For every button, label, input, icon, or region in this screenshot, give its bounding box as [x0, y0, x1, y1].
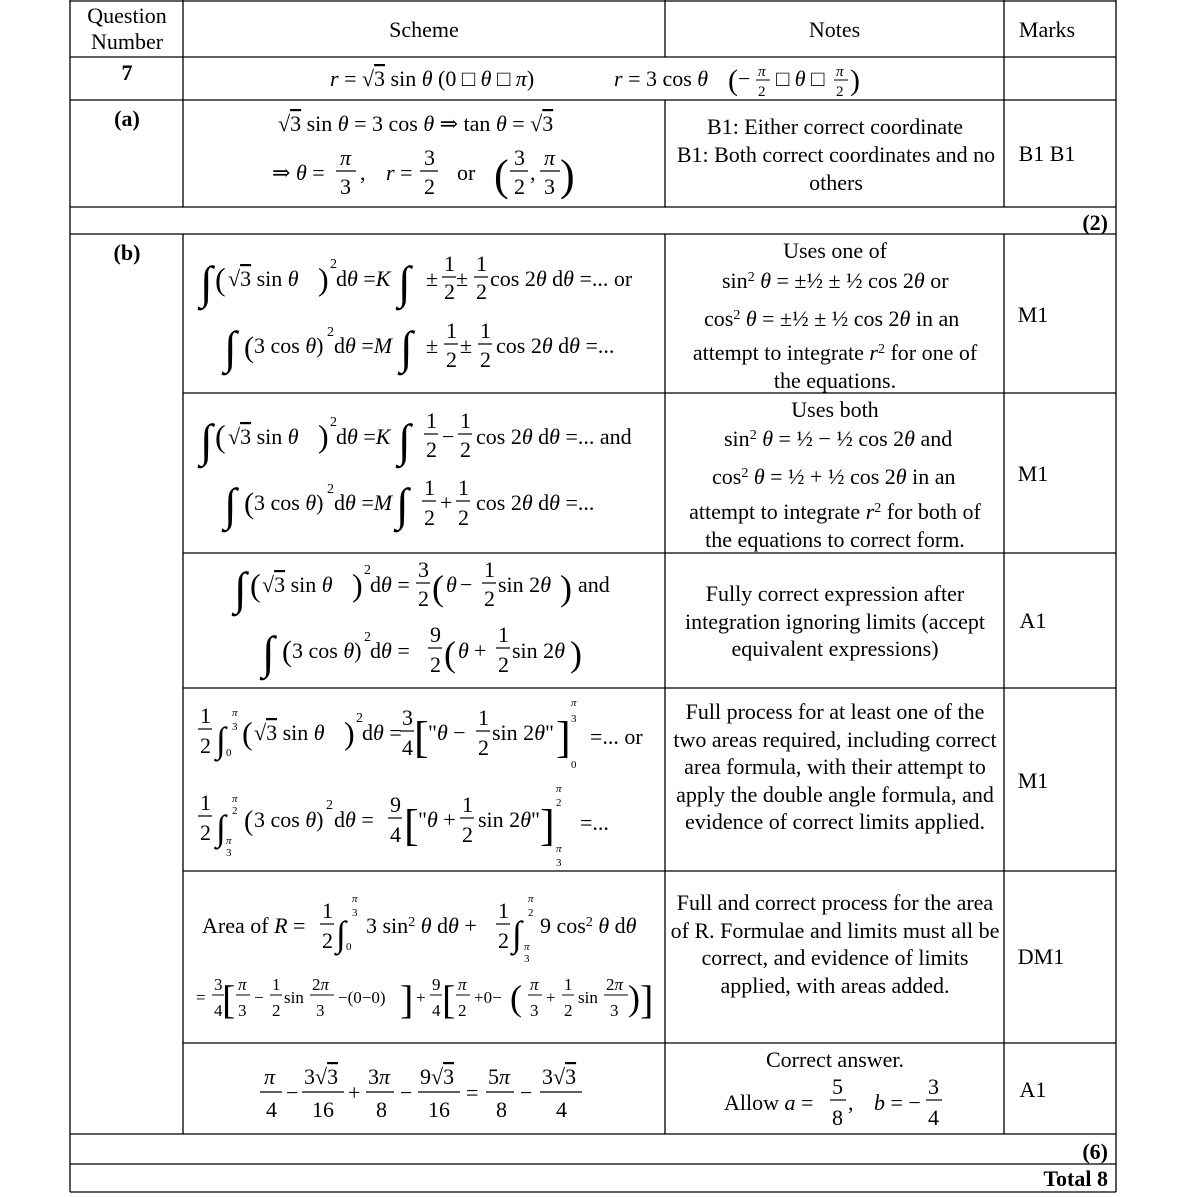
svg-text:1: 1 — [200, 703, 211, 728]
svg-text:∫: ∫ — [262, 627, 275, 678]
svg-text:∫: ∫ — [398, 415, 411, 466]
svg-text:3: 3 — [530, 1001, 539, 1020]
svg-text:2: 2 — [430, 652, 441, 677]
svg-text:√3 sin θ: √3 sin θ — [228, 266, 299, 291]
part-b-marks-1: M1 — [1017, 302, 1049, 327]
svg-text:): ) — [628, 978, 640, 1018]
svg-text:,: , — [360, 160, 366, 185]
svg-text:4: 4 — [402, 735, 413, 760]
svg-text:−: − — [442, 424, 455, 449]
svg-text:"θ +: "θ + — [418, 807, 456, 832]
svg-text:dθ =: dθ = — [362, 720, 402, 745]
svg-text:(: ( — [242, 715, 253, 751]
svg-text:1: 1 — [484, 557, 495, 582]
part-a-label: (a) — [114, 106, 140, 131]
svg-text:(: ( — [432, 568, 444, 608]
svg-text:1: 1 — [460, 408, 471, 433]
svg-text:1: 1 — [462, 792, 473, 817]
svg-text:√3 sin θ: √3 sin θ — [228, 424, 299, 449]
svg-text:cos2 θ = ±½ ± ½ cos 2θ in an: $\cos^2 \theta$ = ±½ ± ½ cos 2θ in an — [704, 306, 960, 331]
svg-text:2: 2 — [444, 279, 455, 304]
svg-text:(: ( — [244, 487, 254, 520]
svg-text:−(0−0): −(0−0) — [338, 988, 386, 1007]
svg-text:(: ( — [215, 418, 226, 454]
svg-text:): ) — [560, 568, 572, 608]
part-b-marks-6: A1 — [1019, 1077, 1047, 1102]
svg-text:1: 1 — [446, 318, 457, 343]
svg-text:4: 4 — [928, 1105, 939, 1130]
svg-text:2: 2 — [327, 325, 334, 340]
svg-text:3: 3 — [238, 1001, 247, 1020]
svg-text:2: 2 — [424, 174, 435, 199]
svg-text:9: 9 — [390, 792, 401, 817]
svg-text:1: 1 — [444, 251, 455, 276]
svg-text:π: π — [232, 793, 238, 805]
svg-text:⇒ θ =: ⇒ θ = — [272, 160, 325, 185]
svg-text:2: 2 — [327, 482, 334, 497]
svg-text:8: 8 — [832, 1105, 843, 1130]
svg-text:2: 2 — [418, 586, 429, 611]
svg-text:the equations.: the equations. — [773, 368, 897, 393]
svg-text:cos 2θ dθ =... and: cos 2θ dθ =... and — [476, 424, 632, 449]
svg-text:1: 1 — [322, 898, 333, 923]
svg-text:+: + — [546, 988, 556, 1007]
svg-text:4: 4 — [214, 1001, 223, 1020]
svg-text:∫: ∫ — [224, 479, 237, 530]
svg-text:3: 3 — [514, 145, 525, 170]
part-b-marks-4: M1 — [1017, 768, 1049, 793]
svg-text:(: ( — [282, 635, 292, 668]
svg-text:2: 2 — [322, 928, 333, 953]
svg-text:∫: ∫ — [234, 563, 247, 614]
svg-text:Allow a =: Allow a = — [724, 1090, 814, 1115]
svg-text:4: 4 — [432, 1001, 441, 1020]
svg-text:16: 16 — [428, 1097, 450, 1122]
svg-text:): ) — [570, 634, 582, 674]
svg-text:∫: ∫ — [224, 322, 237, 373]
svg-text:sin: sin — [284, 988, 304, 1007]
part-b-marks-5: DM1 — [1017, 944, 1065, 969]
svg-text:1: 1 — [498, 898, 509, 923]
svg-text:∫: ∫ — [400, 322, 413, 373]
svg-text:3 cos θ): 3 cos θ) — [254, 807, 324, 832]
svg-text:]: ] — [556, 713, 571, 762]
svg-text:∫: ∫ — [200, 257, 213, 308]
svg-text:3√3: 3√3 — [542, 1064, 577, 1089]
svg-text:3: 3 — [402, 705, 413, 730]
svg-text:]: ] — [540, 801, 555, 850]
svg-text:3: 3 — [418, 557, 429, 582]
svg-text:2: 2 — [426, 437, 437, 462]
svg-text:Uses both: Uses both — [791, 397, 879, 422]
svg-text:−: − — [738, 66, 751, 91]
svg-text:∫: ∫ — [336, 914, 346, 954]
svg-text:1: 1 — [458, 475, 469, 500]
part-a-total: (2) — [1082, 210, 1108, 235]
svg-text:,: , — [530, 160, 536, 185]
svg-text:8: 8 — [376, 1097, 387, 1122]
header-notes: Notes — [808, 17, 861, 42]
svg-text:√3 sin θ: √3 sin θ — [262, 572, 333, 597]
svg-text:−: − — [520, 1080, 533, 1105]
svg-text:dθ =M: dθ =M — [334, 490, 393, 515]
svg-text:): ) — [352, 567, 363, 603]
svg-text:attempt to integrate r2 for on: attempt to integrate $r^2$ for one of — [692, 340, 978, 365]
part-a-marks: B1 B1 — [1018, 141, 1076, 166]
svg-text:3: 3 — [610, 1001, 619, 1020]
part-b-note-4: Full process for at least one of the two areas required, including correct area formula, with their attempt to apply the double angle formula, and evidence of correct limits applied. — [673, 699, 997, 834]
svg-text:sin 2θ: sin 2θ — [512, 638, 565, 663]
svg-text:2: 2 — [200, 820, 211, 845]
svg-text:dθ =: dθ = — [334, 807, 374, 832]
svg-text:=... or: =... or — [590, 724, 643, 749]
svg-text:π: π — [458, 975, 467, 994]
svg-text:r = 3 cos θ: r = 3 cos θ — [614, 66, 709, 91]
svg-text:+: + — [474, 638, 487, 663]
svg-text:3: 3 — [226, 847, 232, 859]
header-scheme: Scheme — [389, 17, 459, 42]
svg-text:2: 2 — [200, 733, 211, 758]
svg-text:θ: θ — [458, 638, 469, 663]
svg-text:3: 3 — [352, 907, 358, 919]
svg-text:1: 1 — [480, 318, 491, 343]
svg-text:+: + — [440, 490, 453, 515]
svg-text:2: 2 — [564, 1001, 573, 1020]
svg-text:=...: =... — [580, 810, 609, 835]
svg-text:2π: 2π — [606, 975, 624, 994]
svg-text:π: π — [836, 64, 844, 80]
svg-text:π: π — [544, 145, 556, 170]
svg-text:±: ± — [460, 333, 473, 358]
svg-text:(: ( — [510, 978, 522, 1018]
svg-text:): ) — [318, 418, 329, 454]
svg-text:2: 2 — [330, 415, 337, 430]
svg-text:π: π — [530, 975, 539, 994]
svg-text:2: 2 — [460, 437, 471, 462]
svg-text:3π: 3π — [368, 1064, 391, 1089]
grand-total: Total 8 — [1043, 1166, 1108, 1191]
svg-text:2π: 2π — [312, 975, 330, 994]
svg-text:1: 1 — [476, 251, 487, 276]
svg-text:π: π — [556, 783, 562, 795]
part-b-label: (b) — [113, 240, 141, 265]
part-b-marks-2: M1 — [1017, 461, 1049, 486]
svg-text:5π: 5π — [488, 1064, 511, 1089]
part-a-note-1: B1: Either correct coordinate — [707, 114, 963, 139]
svg-text:1: 1 — [478, 705, 489, 730]
svg-text:sin2 θ = ±½ ± ½ cos 2θ or: $\sin^2 \theta$ = ±½ ± ½ cos 2θ or — [722, 268, 949, 293]
svg-text:(: ( — [244, 806, 254, 837]
svg-text:(: ( — [444, 634, 456, 674]
svg-text:3 sin2 θ dθ +: 3 $\sin^2 \theta$ dθ + — [366, 913, 477, 938]
svg-text:r = √3 sin θ (0 □ θ □ π): r = √3 sin θ (0 □ θ □ π) — [330, 66, 535, 91]
svg-text:2: 2 — [364, 630, 371, 645]
svg-text:the equations to correct form.: the equations to correct form. — [705, 527, 965, 552]
svg-text:1: 1 — [200, 790, 211, 815]
svg-text:8: 8 — [496, 1097, 507, 1122]
svg-text:−: − — [286, 1080, 299, 1105]
svg-text:3 cos θ): 3 cos θ) — [254, 490, 324, 515]
svg-text:[: [ — [414, 713, 429, 762]
svg-text:]: ] — [640, 977, 654, 1022]
svg-text:1: 1 — [498, 622, 509, 647]
svg-text:□ θ □: □ θ □ — [776, 66, 825, 91]
svg-text:4: 4 — [556, 1097, 567, 1122]
svg-text:): ) — [344, 715, 355, 751]
svg-text:2: 2 — [326, 798, 333, 813]
svg-text:[: [ — [222, 977, 236, 1022]
svg-text:+0−: +0− — [474, 988, 502, 1007]
svg-text:or: or — [457, 160, 476, 185]
svg-text:,: , — [848, 1090, 854, 1115]
svg-text:Uses one of: Uses one of — [783, 238, 887, 263]
svg-text:1: 1 — [424, 475, 435, 500]
svg-text:∫: ∫ — [200, 415, 213, 466]
svg-text:2: 2 — [272, 1001, 281, 1020]
svg-text:π: π — [758, 64, 766, 80]
svg-text:π: π — [556, 843, 562, 855]
svg-text:±: ± — [426, 333, 439, 358]
svg-text:9 cos2 θ dθ: 9 $\cos^2 \theta$ dθ — [540, 913, 637, 938]
svg-text:√3 sin θ: √3 sin θ — [254, 720, 325, 745]
svg-text:3: 3 — [214, 975, 223, 994]
svg-text:2: 2 — [424, 505, 435, 530]
question-number: 7 — [121, 60, 133, 85]
svg-text:2: 2 — [356, 711, 363, 726]
svg-text:dθ =M: dθ =M — [334, 333, 393, 358]
svg-text:π: π — [352, 893, 358, 905]
svg-text:3 cos θ): 3 cos θ) — [292, 638, 362, 663]
svg-text:2: 2 — [446, 347, 457, 372]
header-question-number: Question Number — [87, 3, 167, 54]
svg-text:2: 2 — [480, 347, 491, 372]
svg-text:2: 2 — [528, 907, 534, 919]
svg-text:π: π — [238, 975, 247, 994]
svg-text:Correct answer.: Correct answer. — [765, 1047, 905, 1072]
svg-text:5: 5 — [832, 1074, 843, 1099]
svg-text:3√3: 3√3 — [304, 1064, 339, 1089]
svg-text:π: π — [340, 145, 352, 170]
svg-text:(: ( — [244, 331, 254, 364]
part-b-note-3: Fully correct expression after integration ignoring limits (accept equivalent expressions) — [685, 581, 985, 661]
svg-text:3: 3 — [316, 1001, 325, 1020]
part-b-total: (6) — [1082, 1139, 1108, 1164]
svg-text:[: [ — [442, 977, 456, 1022]
svg-text:2: 2 — [556, 797, 562, 809]
svg-text:2: 2 — [476, 279, 487, 304]
svg-text:(: ( — [494, 151, 509, 200]
svg-text:2: 2 — [498, 928, 509, 953]
svg-text:3: 3 — [544, 174, 555, 199]
svg-text:): ) — [560, 151, 575, 200]
svg-text:±: ± — [456, 266, 469, 291]
svg-text:1: 1 — [272, 975, 281, 994]
svg-text:(: ( — [728, 64, 738, 97]
svg-text:2: 2 — [478, 735, 489, 760]
svg-text:1: 1 — [564, 975, 573, 994]
svg-text:): ) — [318, 261, 329, 297]
svg-text:2: 2 — [498, 652, 509, 677]
svg-text:attempt to integrate r2 for bo: attempt to integrate $r^2$ for both of — [689, 499, 981, 524]
svg-text:sin2 θ = ½ − ½ cos 2θ and: $\sin^2 \theta$ = ½ − ½ cos 2θ and — [724, 426, 953, 451]
svg-text:cos 2θ dθ =...: cos 2θ dθ =... — [496, 333, 615, 358]
svg-text:and: and — [578, 572, 610, 597]
svg-text:2: 2 — [232, 805, 238, 817]
svg-text:dθ =: dθ = — [370, 572, 410, 597]
svg-text:2: 2 — [758, 84, 766, 100]
svg-text:4: 4 — [266, 1097, 277, 1122]
svg-text:(: ( — [250, 567, 261, 603]
svg-text:1: 1 — [426, 408, 437, 433]
svg-text:dθ =K: dθ =K — [336, 266, 391, 291]
svg-text:sin 2θ: sin 2θ — [498, 572, 551, 597]
svg-text:−: − — [254, 988, 264, 1007]
svg-text:3: 3 — [424, 145, 435, 170]
svg-text:"θ −: "θ − — [428, 720, 466, 745]
svg-text:9√3: 9√3 — [420, 1064, 455, 1089]
svg-text:∫: ∫ — [398, 257, 411, 308]
svg-text:∫: ∫ — [512, 914, 522, 954]
svg-text:16: 16 — [312, 1097, 334, 1122]
svg-text:θ: θ — [446, 572, 457, 597]
svg-text:0: 0 — [346, 941, 352, 953]
svg-text:0: 0 — [226, 747, 232, 759]
svg-text:π: π — [528, 893, 534, 905]
svg-text:=: = — [196, 988, 206, 1007]
svg-text:cos 2θ dθ =... or: cos 2θ dθ =... or — [490, 266, 633, 291]
svg-text:2: 2 — [514, 174, 525, 199]
svg-text:π: π — [226, 835, 232, 847]
svg-text:2: 2 — [458, 1001, 467, 1020]
svg-text:r =: r = — [386, 160, 413, 185]
svg-text:2: 2 — [458, 505, 469, 530]
svg-text:+: + — [416, 988, 426, 1007]
svg-text:+: + — [348, 1080, 361, 1105]
svg-text:0: 0 — [571, 759, 577, 771]
svg-text:b = −: b = − — [874, 1090, 921, 1115]
svg-text:(: ( — [215, 261, 226, 297]
svg-text:2: 2 — [330, 257, 337, 272]
svg-text:cos2 θ = ½ + ½ cos 2θ in an: $\cos^2 \theta$ = ½ + ½ cos 2θ in an — [712, 464, 956, 489]
svg-text:3: 3 — [928, 1074, 939, 1099]
svg-text:sin: sin — [578, 988, 598, 1007]
svg-text:=: = — [466, 1080, 479, 1105]
svg-text:sin 2θ": sin 2θ" — [478, 807, 540, 832]
svg-text:sin 2θ": sin 2θ" — [492, 720, 554, 745]
svg-text:9: 9 — [432, 975, 441, 994]
svg-text:[: [ — [404, 801, 419, 850]
svg-text:4: 4 — [390, 822, 401, 847]
part-b-note-5: Full and correct process for the area of R. Formulae and limits must all be correct, and evidence of limits applied, with areas added. — [670, 890, 1000, 998]
svg-text:2: 2 — [836, 84, 844, 100]
svg-text:±: ± — [426, 266, 439, 291]
header-marks: Marks — [1018, 17, 1076, 42]
svg-text:2: 2 — [484, 586, 495, 611]
svg-text:3: 3 — [571, 713, 577, 725]
svg-text:9: 9 — [430, 622, 441, 647]
svg-text:3 cos θ): 3 cos θ) — [254, 333, 324, 358]
svg-text:dθ =K: dθ =K — [336, 424, 391, 449]
svg-text:√3 sin θ = 3 cos θ ⇒ tan θ = √: √3 sin θ = 3 cos θ ⇒ tan θ = √3 — [278, 111, 554, 136]
svg-text:−: − — [400, 1080, 413, 1105]
svg-text:−: − — [460, 572, 473, 597]
svg-text:3: 3 — [524, 953, 530, 965]
part-a-note-2: B1: Both correct coordinates and no others — [676, 142, 996, 195]
svg-text:2: 2 — [364, 563, 371, 578]
svg-text:]: ] — [400, 977, 414, 1022]
svg-text:π: π — [524, 941, 530, 953]
svg-text:∫: ∫ — [396, 479, 409, 530]
svg-text:): ) — [850, 64, 860, 97]
svg-text:π: π — [264, 1064, 276, 1089]
svg-text:2: 2 — [462, 822, 473, 847]
svg-text:π: π — [232, 707, 238, 719]
svg-text:∫: ∫ — [216, 720, 226, 760]
svg-text:Area of R =: Area of R = — [202, 913, 306, 938]
part-b-marks-3: A1 — [1019, 608, 1047, 633]
svg-text:3: 3 — [556, 857, 562, 869]
svg-text:π: π — [571, 697, 577, 709]
svg-text:3: 3 — [340, 174, 351, 199]
svg-text:dθ =: dθ = — [370, 638, 410, 663]
svg-text:∫: ∫ — [216, 808, 226, 848]
svg-text:3: 3 — [232, 721, 238, 733]
svg-text:cos 2θ dθ =...: cos 2θ dθ =... — [476, 490, 595, 515]
